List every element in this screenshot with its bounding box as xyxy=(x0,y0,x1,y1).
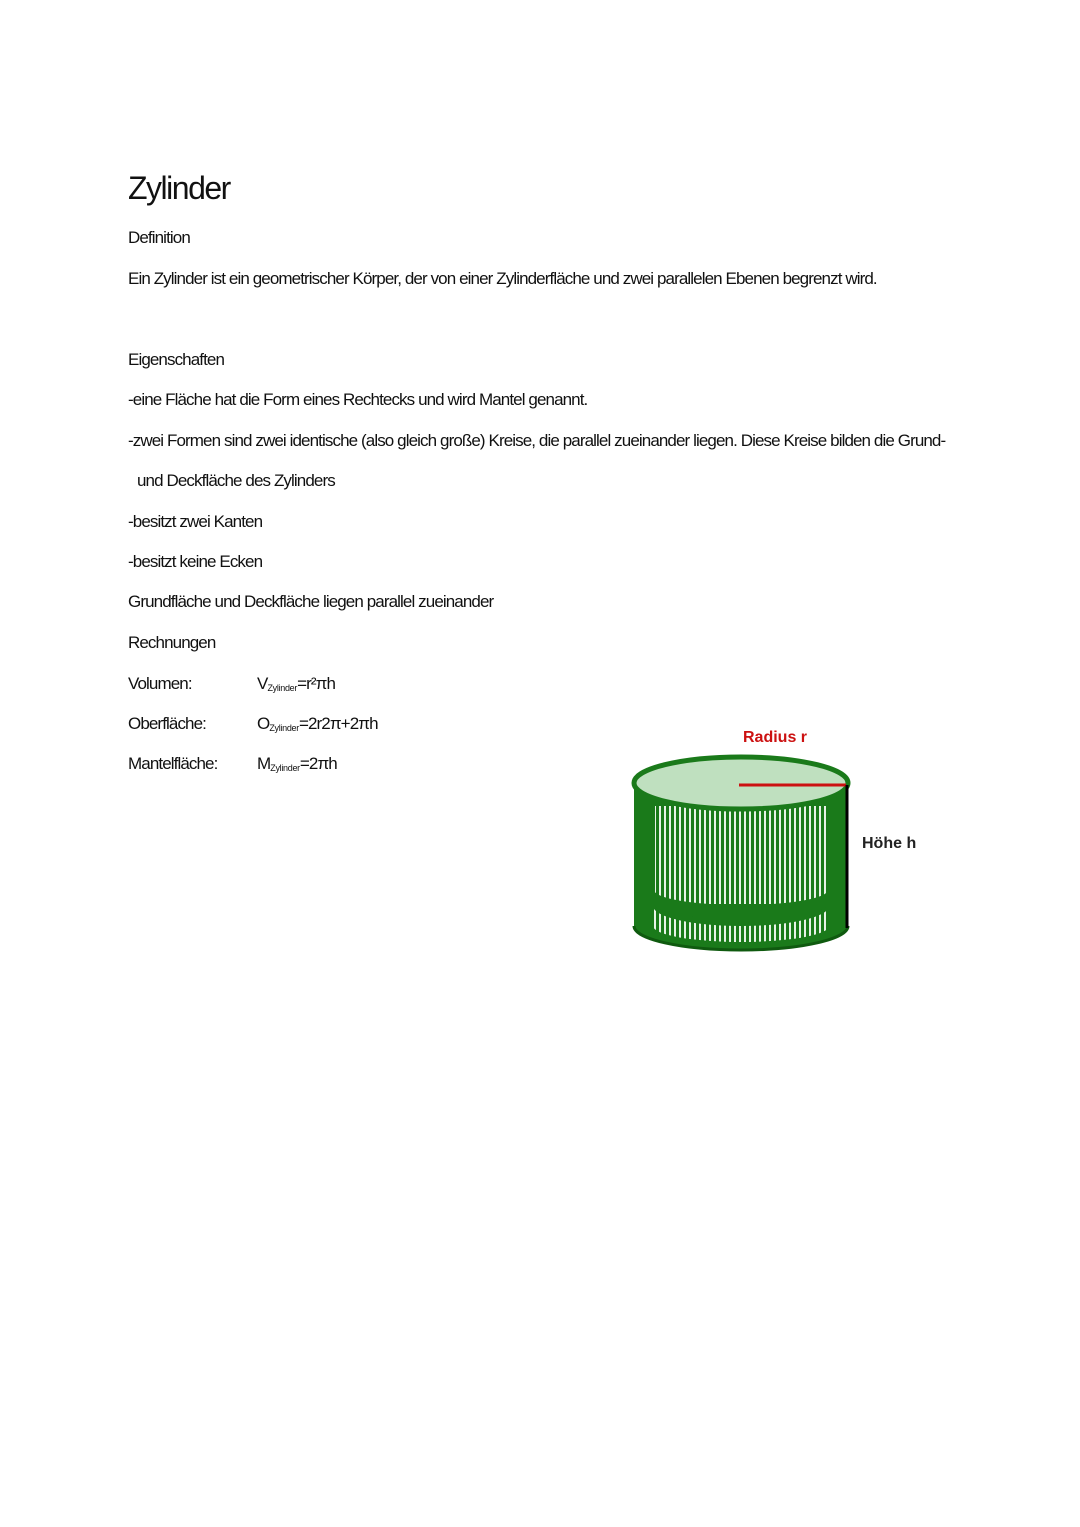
properties-heading: Eigenschaften xyxy=(128,350,225,369)
property-item: -eine Fläche hat die Form eines Rechtecks und wird Mantel genannt. xyxy=(128,390,588,409)
cylinder-back-stripes xyxy=(655,806,827,904)
formula-subscript: Zylinder xyxy=(270,763,300,773)
volume-label: Volumen: xyxy=(128,674,192,693)
cylinder-diagram xyxy=(628,750,858,962)
property-item: -besitzt keine Ecken xyxy=(128,552,263,571)
property-item: Grundfläche und Deckfläche liegen parallel zueinander xyxy=(128,592,494,611)
cylinder-right-wall xyxy=(828,780,848,926)
cylinder-left-wall xyxy=(634,780,654,926)
formula-subscript: Zylinder xyxy=(267,683,298,693)
surface-formula xyxy=(257,714,378,734)
formula-expression: =r²πh xyxy=(297,674,336,693)
lateral-surface-formula xyxy=(257,754,337,774)
formula-symbol: V xyxy=(257,674,268,693)
definition-heading: Definition xyxy=(128,228,190,247)
property-item: und Deckfläche des Zylinders xyxy=(137,471,335,490)
surface-label: Oberfläche: xyxy=(128,714,206,733)
definition-text: Ein Zylinder ist ein geometrischer Körper, der von einer Zylinderfläche und zwei parallelen Ebenen begrenzt wird. xyxy=(128,269,877,288)
cylinder-top-face xyxy=(634,757,848,809)
radius-label: Radius r xyxy=(743,729,808,746)
formula-subscript: Zylinder xyxy=(269,723,299,733)
property-item: -besitzt zwei Kanten xyxy=(128,512,263,531)
height-label: Höhe h xyxy=(862,835,917,852)
property-item: -zwei Formen sind zwei identische (also gleich große) Kreise, die parallel zueinander liegen. Diese Kreise bilden die Grund- xyxy=(128,431,946,450)
formula-expression: =2πh xyxy=(299,754,337,773)
page-title: Zylinder xyxy=(128,170,230,206)
lateral-surface-label: Mantelfläche: xyxy=(128,754,218,773)
formula-expression: =2r2π+2πh xyxy=(298,714,378,733)
formula-symbol: M xyxy=(257,754,271,773)
calculations-heading: Rechnungen xyxy=(128,633,216,652)
formula-symbol: O xyxy=(257,714,270,733)
volume-formula xyxy=(257,674,335,694)
